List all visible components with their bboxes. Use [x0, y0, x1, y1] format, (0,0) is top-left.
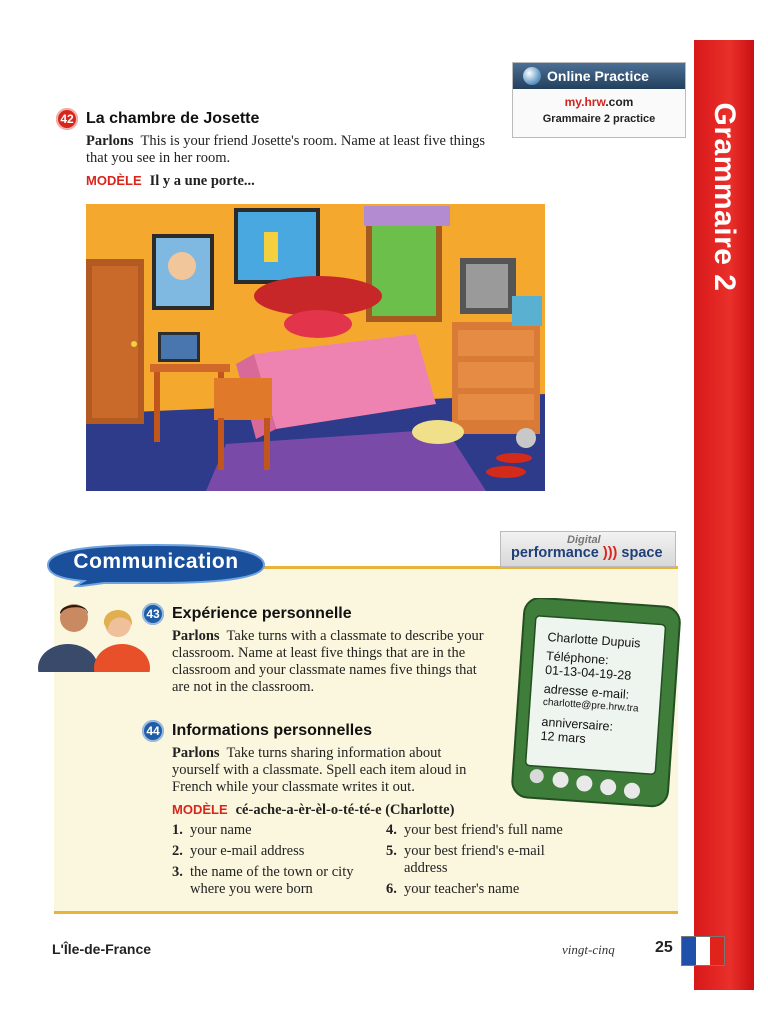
- exercise-44-list-left: [172, 822, 372, 898]
- list-item-number: 6.: [386, 881, 397, 897]
- chapter-side-title: [694, 40, 754, 400]
- pda-contact-name: Charlotte Dupuis: [547, 630, 641, 651]
- communication-rule-bottom: [54, 911, 678, 914]
- model-text: cé-ache-a-èr-èl-o-té-té-e (Charlotte): [235, 802, 455, 818]
- pda-email: charlotte@pre.hrw.tra: [542, 696, 639, 715]
- dps-wordmark: [511, 545, 663, 561]
- exercise-42-heading: [56, 108, 496, 130]
- communication-banner: [44, 543, 268, 587]
- online-practice-subtitle: Grammaire 2 practice: [542, 113, 656, 125]
- exercise-text: Take turns sharing information about yourself with a classmate. Spell each item aloud in French while your classmate writes it out.: [172, 745, 467, 795]
- bedroom-illustration-svg: [86, 204, 545, 491]
- exercise-title: La chambre de Josette: [86, 109, 260, 127]
- online-practice-header: [513, 63, 685, 89]
- exercise-title: Informations personnelles: [172, 721, 373, 739]
- pda-birthday-label: anniversaire:: [541, 714, 614, 734]
- flag-white-stripe: [696, 937, 710, 965]
- list-item-text: your e-mail address: [190, 843, 305, 859]
- list-item: [172, 864, 372, 898]
- exercise-number-badge: 43: [142, 603, 164, 625]
- exercise-44-model: [172, 801, 492, 819]
- exercise-44-instructions: [172, 745, 490, 796]
- french-flag-icon: [681, 936, 725, 966]
- list-item: [172, 843, 372, 860]
- exercise-42: [56, 108, 496, 190]
- list-item-number: 3.: [172, 864, 183, 880]
- exercise-number-badge: 42: [56, 108, 78, 130]
- list-item-text: your name: [190, 822, 252, 838]
- exercise-42-model: [86, 172, 496, 190]
- pda-contact-card: [540, 630, 668, 751]
- globe-icon: [523, 67, 541, 85]
- exercise-text: This is your friend Josette's room. Name at least five things that you see in her room.: [86, 133, 486, 166]
- list-item-number: 5.: [386, 843, 397, 859]
- footer-page-words: vingt-cinq: [562, 942, 615, 957]
- exercise-lead: Parlons: [172, 628, 220, 644]
- exercise-lead: Parlons: [172, 745, 220, 761]
- exercise-lead: Parlons: [86, 133, 134, 149]
- exercise-43-instructions: [172, 628, 484, 696]
- model-text: Il y a une porte...: [149, 173, 255, 189]
- digital-performance-space-badge[interactable]: [500, 531, 676, 567]
- footer-page-number: 25: [655, 939, 673, 956]
- students-photo: [36, 598, 152, 672]
- exercise-44-list-right: [386, 822, 586, 898]
- exercise-text: Take turns with a classmate to describe your classroom. Name at least five things that are in the classroom and your classmate names five things that are not in the classroom.: [172, 628, 484, 695]
- dps-performance-text: performance: [511, 545, 599, 561]
- url-highlight: hrw: [584, 95, 606, 109]
- flag-blue-stripe: [682, 937, 696, 965]
- exercise-42-instructions: [86, 133, 486, 167]
- exercise-43-heading: [142, 603, 482, 625]
- pda-phone: 01-13-04-19-28: [544, 662, 632, 683]
- dps-digital-text: Digital: [567, 534, 601, 546]
- url-suffix: .com: [605, 95, 634, 109]
- footer-region: L'Île-de-France: [52, 941, 152, 957]
- dps-space-text: space: [621, 545, 663, 561]
- list-item: [386, 881, 586, 898]
- model-label: MODÈLE: [86, 173, 142, 188]
- pda-phone-label: Téléphone:: [545, 648, 610, 668]
- dps-signal-icon: ))): [602, 545, 618, 561]
- online-practice-url[interactable]: [513, 95, 685, 109]
- flag-red-stripe: [710, 937, 724, 965]
- chapter-side-title-text: Grammaire 2: [708, 102, 741, 292]
- list-item-number: 1.: [172, 822, 183, 838]
- communication-banner-text: Communication: [73, 550, 239, 573]
- students-photo-svg: [36, 598, 152, 672]
- model-label: MODÈLE: [172, 802, 228, 817]
- list-item: [386, 822, 586, 839]
- pda-device: [506, 598, 684, 808]
- list-item-number: 4.: [386, 822, 397, 838]
- bedroom-illustration: [86, 204, 545, 491]
- exercise-43: [142, 603, 482, 696]
- list-item-number: 2.: [172, 843, 183, 859]
- exercise-number-badge: 44: [142, 720, 164, 742]
- list-item-text: the name of the town or city where you were born: [190, 864, 354, 897]
- exercise-44: [142, 720, 492, 819]
- exercise-44-heading: [142, 720, 492, 742]
- list-item-text: your best friend's e-mail address: [404, 843, 545, 876]
- list-item-text: your teacher's name: [404, 881, 520, 897]
- url-prefix: my.: [564, 95, 585, 109]
- pda-birthday: 12 mars: [540, 728, 587, 746]
- exercise-title: Expérience personnelle: [172, 604, 352, 622]
- list-item: [172, 822, 372, 839]
- pda-email-label: adresse e-mail:: [543, 681, 630, 702]
- online-practice-title: Online Practice: [547, 68, 649, 84]
- list-item-text: your best friend's full name: [404, 822, 563, 838]
- online-practice-box[interactable]: [512, 62, 686, 138]
- list-item: [386, 843, 586, 877]
